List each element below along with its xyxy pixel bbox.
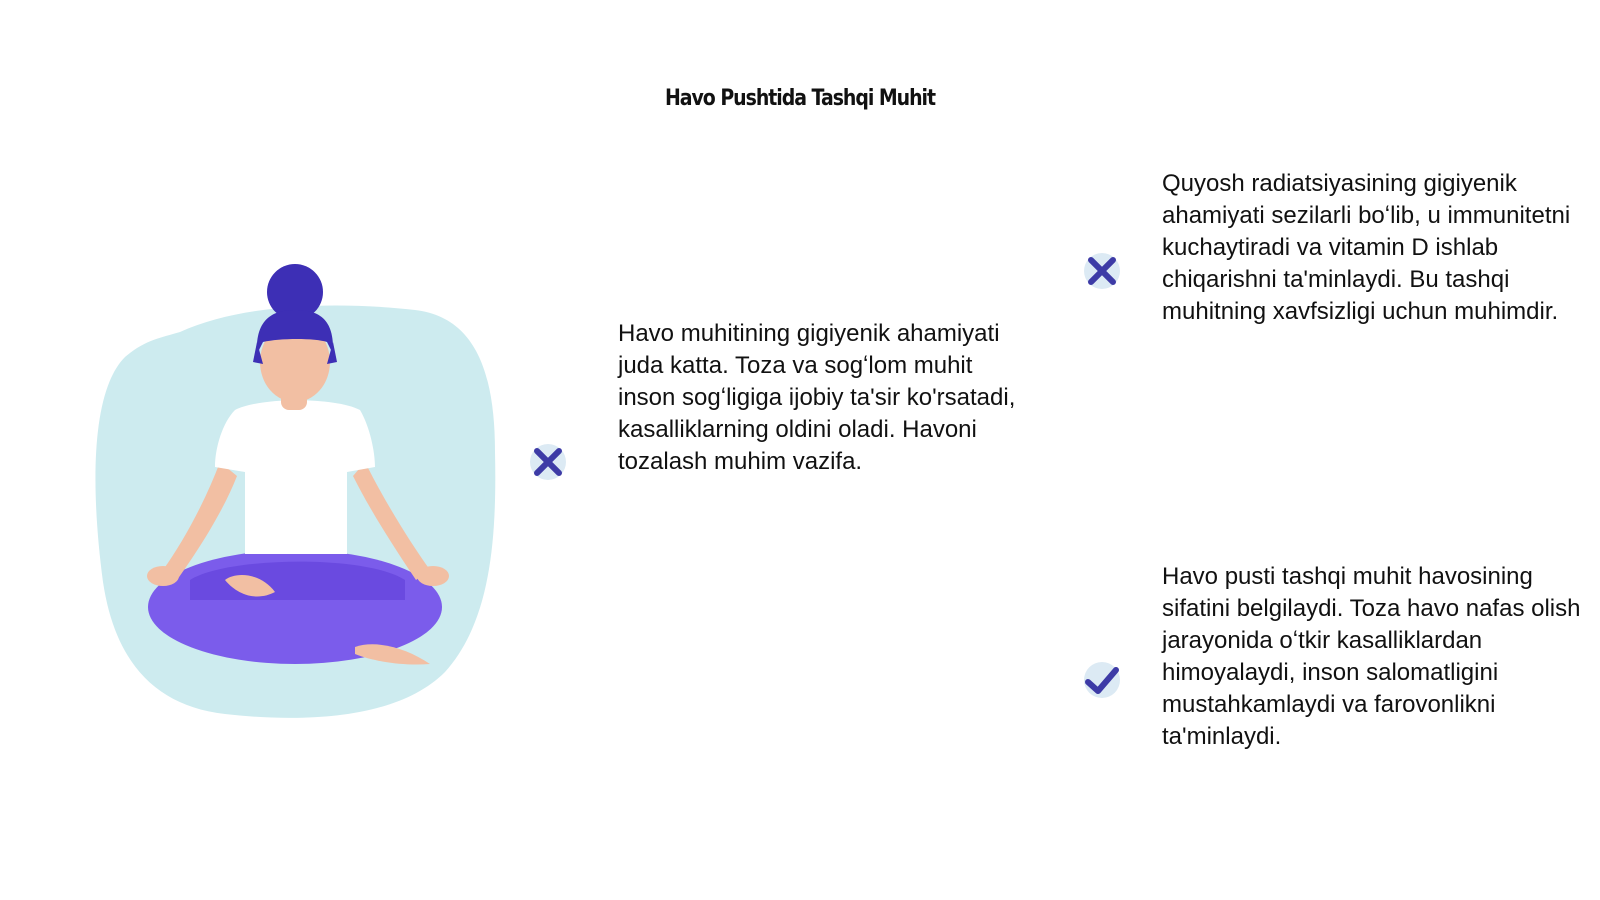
item-text: Quyosh radiatsiyasining gigiyenik ahamiyati sezilarli boʻlib, u immunitetni kuchaytiradi va vitamin D ishlab chiqarishni ta'minlaydi. Bu tashqi muhitning xavfsizligi uchun muhimdir.: [1162, 170, 1571, 325]
item-text: Havo muhitining gigiyenik ahamiyati juda katta. Toza va sogʻlom muhit inson sogʻligiga ijobiy ta'sir ko'rsatadi, kasalliklarning oldini oladi. Havoni tozalash muhim vazifa.: [618, 320, 1016, 475]
page-title: Havo Pushtida Tashqi Muhit: [664, 86, 936, 111]
right-hand: [417, 566, 449, 586]
meditation-illustration: [85, 262, 515, 732]
left-hand: [147, 566, 179, 586]
item-text: Havo pusti tashqi muhit havosining sifatini belgilaydi. Toza havo nafas olish jarayonida oʻtkir kasalliklardan himoyalaydi, inson salomatligini mustahkamlaydi va farovonlikni ta'minlaydi.: [1162, 563, 1581, 750]
checkmark-icon: [1080, 658, 1124, 702]
x-mark-icon: [1080, 249, 1124, 293]
meditating-woman-graphic: [85, 262, 515, 732]
x-mark-icon: [526, 440, 570, 484]
